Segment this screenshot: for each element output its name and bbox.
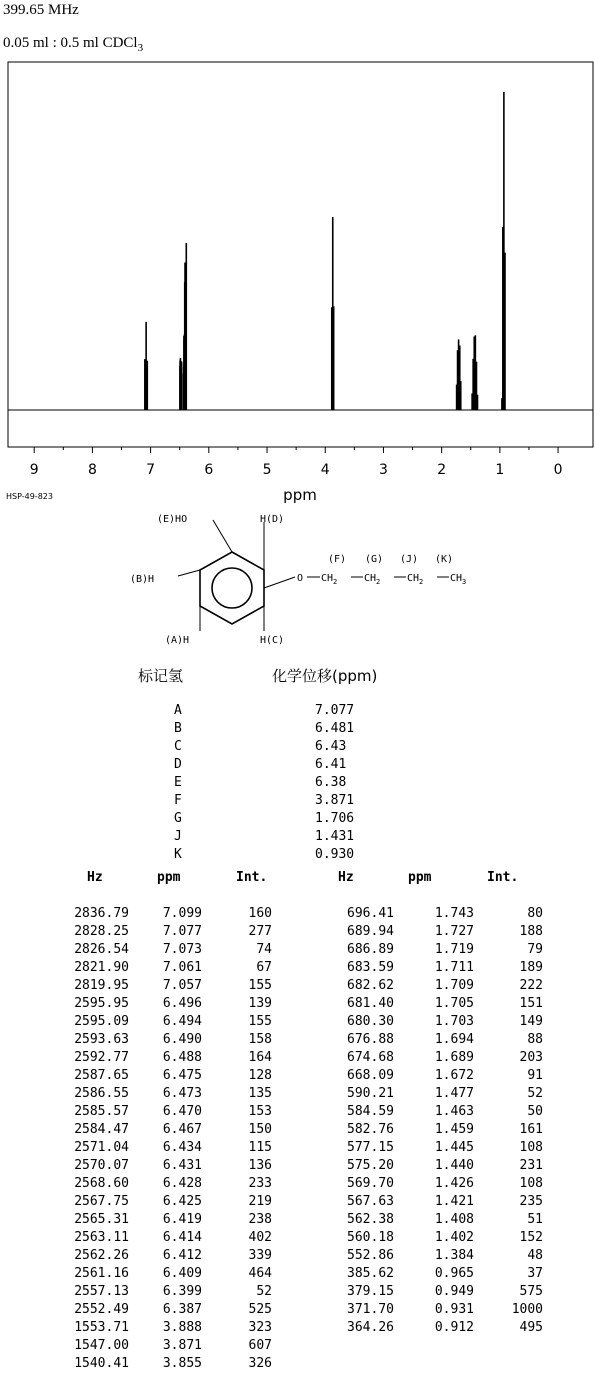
peak-ppm: 3.871 — [162, 1338, 202, 1353]
peak-int: 135 — [248, 1086, 272, 1101]
ch3-k-text: CH — [450, 573, 463, 584]
peak-hz: 2561.16 — [74, 1266, 129, 1281]
peak-hz: 2595.95 — [74, 996, 129, 1011]
assignment-shift: 6.43 — [315, 739, 347, 754]
peak-ppm: 1.719 — [434, 942, 474, 957]
peak-int: 52 — [527, 1086, 543, 1101]
assignment-label: C — [174, 739, 182, 754]
peak-int: 219 — [248, 1194, 272, 1209]
peak-ppm: 6.414 — [162, 1230, 202, 1245]
peak-int: 188 — [519, 924, 543, 939]
assignment-shift: 1.431 — [315, 829, 355, 844]
peak-hz: 683.59 — [347, 960, 394, 975]
peak-int: 51 — [527, 1212, 543, 1227]
peak-hz: 562.38 — [347, 1212, 394, 1227]
peak-ppm: 0.912 — [434, 1320, 474, 1335]
label-e: (E)HO — [157, 514, 188, 525]
peak-ppm: 1.705 — [434, 996, 474, 1011]
label-j: (J) — [400, 554, 419, 565]
peak-ppm: 6.419 — [162, 1212, 202, 1227]
peak-int: 339 — [248, 1248, 272, 1263]
peak-int: 52 — [256, 1284, 272, 1299]
ch2-j-text: CH — [407, 573, 420, 584]
peak-hz: 2592.77 — [74, 1050, 129, 1065]
peak-hz: 2563.11 — [74, 1230, 129, 1245]
peak-int: 160 — [248, 906, 272, 921]
peak-hz: 2587.65 — [74, 1068, 129, 1083]
x-axis-tick-label: 5 — [262, 462, 272, 478]
sample-prefix: 0.05 ml : 0.5 ml CDCl — [3, 35, 138, 51]
peak-ppm: 6.490 — [162, 1032, 202, 1047]
peak-hz: 2567.75 — [74, 1194, 129, 1209]
label-f: (F) — [328, 554, 347, 565]
peak-int: 152 — [519, 1230, 543, 1245]
peak-int: 464 — [248, 1266, 272, 1281]
peak-int: 495 — [519, 1320, 543, 1335]
assignment-shift: 3.871 — [315, 793, 355, 808]
peak-hz: 2562.26 — [74, 1248, 129, 1263]
peak-hz: 680.30 — [347, 1014, 394, 1029]
peak-int: 149 — [519, 1014, 543, 1029]
label-k: (K) — [435, 554, 454, 565]
peak-int: 74 — [256, 942, 272, 957]
peak-ppm: 6.496 — [162, 996, 202, 1011]
ch2-j-sub: 2 — [419, 578, 424, 586]
x-axis-tick-label: 0 — [553, 462, 563, 478]
peak-hz: 577.15 — [347, 1140, 394, 1155]
peak-hz: 674.68 — [347, 1050, 394, 1065]
peak-int: 150 — [248, 1122, 272, 1137]
x-axis-tick-label: 9 — [29, 462, 39, 478]
peak-header-int-left: Int. — [236, 870, 268, 885]
group-ch2-g — [364, 573, 380, 586]
peak-int: 50 — [527, 1104, 543, 1119]
peak-hz: 552.86 — [347, 1248, 394, 1263]
peak-int: 155 — [248, 978, 272, 993]
assignment-label: G — [174, 811, 182, 826]
peak-ppm: 6.412 — [162, 1248, 202, 1263]
peak-int: 158 — [248, 1032, 272, 1047]
bond-hb — [178, 570, 200, 576]
peak-int: 128 — [248, 1068, 272, 1083]
group-ch3-k — [450, 573, 466, 586]
spectrometer-frequency: 399.65 MHz — [3, 2, 79, 18]
peak-hz: 560.18 — [347, 1230, 394, 1245]
peak-hz: 575.20 — [347, 1158, 394, 1173]
ch3-k-sub: 3 — [462, 578, 467, 586]
peak-header-hz-right: Hz — [338, 870, 354, 885]
ch2-f-sub: 2 — [333, 578, 338, 586]
peak-ppm: 1.421 — [434, 1194, 474, 1209]
peak-int: 402 — [248, 1230, 272, 1245]
assignment-header-shift: 化学位移(ppm) — [272, 667, 378, 685]
label-d: H(D) — [260, 514, 285, 525]
label-b: (B)H — [130, 574, 155, 585]
peak-ppm: 1.689 — [434, 1050, 474, 1065]
peak-ppm: 3.888 — [162, 1320, 202, 1335]
peak-int: 155 — [248, 1014, 272, 1029]
peak-ppm: 6.409 — [162, 1266, 202, 1281]
x-axis-tick-label: 8 — [87, 462, 97, 478]
peak-int: 233 — [248, 1176, 272, 1191]
peak-hz: 379.15 — [347, 1284, 394, 1299]
x-axis-tick-label: 6 — [204, 462, 214, 478]
ch2-f-text: CH — [321, 573, 334, 584]
peak-ppm: 1.477 — [434, 1086, 474, 1101]
peak-int: 203 — [519, 1050, 543, 1065]
peak-hz: 2828.25 — [74, 924, 129, 939]
peak-int: 323 — [248, 1320, 272, 1335]
peak-hz: 681.40 — [347, 996, 394, 1011]
peak-int: 139 — [248, 996, 272, 1011]
peak-hz: 2570.07 — [74, 1158, 129, 1173]
label-c: H(C) — [260, 635, 285, 646]
peak-ppm: 7.073 — [162, 942, 202, 957]
assignment-label: B — [174, 721, 182, 736]
assignment-label: F — [174, 793, 182, 808]
peak-hz: 668.09 — [347, 1068, 394, 1083]
peak-int: 67 — [256, 960, 272, 975]
assignment-shift: 0.930 — [315, 847, 355, 862]
ring-aromatic-circle — [212, 568, 252, 608]
peak-int: 108 — [519, 1176, 543, 1191]
peak-ppm: 6.494 — [162, 1014, 202, 1029]
peak-hz: 385.62 — [347, 1266, 394, 1281]
assignment-label: J — [174, 829, 182, 844]
peak-hz: 1540.41 — [74, 1356, 129, 1371]
peak-hz: 582.76 — [347, 1122, 394, 1137]
ring-hexagon — [200, 552, 264, 624]
peak-int: 575 — [519, 1284, 543, 1299]
peak-ppm: 1.402 — [434, 1230, 474, 1245]
x-axis-tick-label: 3 — [378, 462, 388, 478]
group-ch2-f — [321, 573, 337, 586]
peak-int: 80 — [527, 906, 543, 921]
assignment-label: E — [174, 775, 182, 790]
peak-ppm: 6.475 — [162, 1068, 202, 1083]
assignment-shift: 6.481 — [315, 721, 355, 736]
peak-ppm: 7.099 — [162, 906, 202, 921]
assignment-label: K — [174, 847, 182, 862]
assignment-shift: 6.38 — [315, 775, 347, 790]
peak-int: 136 — [248, 1158, 272, 1173]
peak-int: 238 — [248, 1212, 272, 1227]
peak-ppm: 6.431 — [162, 1158, 202, 1173]
x-axis-tick-label: 2 — [437, 462, 447, 478]
bond-o — [264, 577, 295, 588]
peak-ppm: 7.057 — [162, 978, 202, 993]
peak-hz: 2557.13 — [74, 1284, 129, 1299]
peak-header-hz-left: Hz — [87, 870, 103, 885]
peak-int: 79 — [527, 942, 543, 957]
peak-int: 607 — [248, 1338, 272, 1353]
peak-ppm: 1.694 — [434, 1032, 474, 1047]
peak-ppm: 1.709 — [434, 978, 474, 993]
peak-ppm: 1.426 — [434, 1176, 474, 1191]
peak-ppm: 6.425 — [162, 1194, 202, 1209]
peak-hz: 567.63 — [347, 1194, 394, 1209]
peak-int: 277 — [248, 924, 272, 939]
peak-ppm: 7.077 — [162, 924, 202, 939]
peak-header-ppm-left: ppm — [157, 870, 181, 885]
x-axis-ticks — [30, 447, 563, 478]
peak-ppm: 6.467 — [162, 1122, 202, 1137]
peak-int: 189 — [519, 960, 543, 975]
x-axis-tick-label: 1 — [495, 462, 505, 478]
peak-int: 235 — [519, 1194, 543, 1209]
peak-ppm: 1.727 — [434, 924, 474, 939]
peak-hz: 569.70 — [347, 1176, 394, 1191]
peak-hz: 2568.60 — [74, 1176, 129, 1191]
peak-hz: 2595.09 — [74, 1014, 129, 1029]
peak-ppm: 1.463 — [434, 1104, 474, 1119]
peak-int: 161 — [519, 1122, 543, 1137]
peak-int: 108 — [519, 1140, 543, 1155]
peak-int: 37 — [527, 1266, 543, 1281]
assignment-header-label: 标记氢 — [138, 667, 184, 685]
peak-ppm: 1.459 — [434, 1122, 474, 1137]
peak-hz: 2821.90 — [74, 960, 129, 975]
peak-hz: 2586.55 — [74, 1086, 129, 1101]
peak-ppm: 0.949 — [434, 1284, 474, 1299]
peak-ppm: 1.703 — [434, 1014, 474, 1029]
peak-hz: 1547.00 — [74, 1338, 129, 1353]
peak-hz: 686.89 — [347, 942, 394, 957]
atom-o: O — [297, 573, 304, 584]
peak-int: 91 — [527, 1068, 543, 1083]
peak-hz: 689.94 — [347, 924, 394, 939]
ch2-g-sub: 2 — [376, 578, 381, 586]
peak-int: 153 — [248, 1104, 272, 1119]
peak-hz: 696.41 — [347, 906, 394, 921]
ch2-g-text: CH — [364, 573, 377, 584]
peak-ppm: 6.488 — [162, 1050, 202, 1065]
peak-int: 525 — [248, 1302, 272, 1317]
assignment-label: D — [174, 757, 182, 772]
benzene-ring — [200, 552, 264, 624]
peak-int: 115 — [248, 1140, 272, 1155]
peak-hz: 2571.04 — [74, 1140, 129, 1155]
peak-ppm: 6.470 — [162, 1104, 202, 1119]
peak-hz: 2565.31 — [74, 1212, 129, 1227]
peak-hz: 584.59 — [347, 1104, 394, 1119]
peak-int: 326 — [248, 1356, 272, 1371]
label-a: (A)H — [165, 635, 190, 646]
group-ch2-j — [407, 573, 423, 586]
peak-hz: 364.26 — [347, 1320, 394, 1335]
peak-ppm: 1.743 — [434, 906, 474, 921]
peak-int: 88 — [527, 1032, 543, 1047]
peak-ppm: 1.408 — [434, 1212, 474, 1227]
peak-ppm: 6.387 — [162, 1302, 202, 1317]
peak-hz: 2585.57 — [74, 1104, 129, 1119]
assignment-shift: 7.077 — [315, 703, 355, 718]
assignment-shift: 1.706 — [315, 811, 355, 826]
peak-ppm: 0.965 — [434, 1266, 474, 1281]
assignment-shift: 6.41 — [315, 757, 347, 772]
peak-hz: 371.70 — [347, 1302, 394, 1317]
peak-ppm: 1.672 — [434, 1068, 474, 1083]
peak-header-ppm-right: ppm — [408, 870, 432, 885]
peak-ppm: 1.711 — [434, 960, 474, 975]
peak-ppm: 1.440 — [434, 1158, 474, 1173]
peak-ppm: 1.445 — [434, 1140, 474, 1155]
peak-hz: 2819.95 — [74, 978, 129, 993]
peak-ppm: 7.061 — [162, 960, 202, 975]
chemical-structure — [120, 505, 480, 650]
sample-subscript: 3 — [137, 42, 144, 54]
x-axis-tick-label: 4 — [320, 462, 330, 478]
peak-hz: 1553.71 — [74, 1320, 129, 1335]
x-axis-label: ppm — [283, 486, 317, 504]
peak-header-int-right: Int. — [487, 870, 519, 885]
peak-hz: 2552.49 — [74, 1302, 129, 1317]
peak-int: 164 — [248, 1050, 272, 1065]
peak-hz: 682.62 — [347, 978, 394, 993]
nmr-spectrum-chart — [0, 0, 595, 505]
peak-int: 231 — [519, 1158, 543, 1173]
peak-int: 1000 — [511, 1302, 543, 1317]
peak-hz: 2836.79 — [74, 906, 129, 921]
spectrum-code: HSP-49-823 — [6, 492, 53, 501]
peak-hz: 2584.47 — [74, 1122, 129, 1137]
peak-int: 48 — [527, 1248, 543, 1263]
peak-hz: 676.88 — [347, 1032, 394, 1047]
peak-int: 151 — [519, 996, 543, 1011]
peak-int: 222 — [519, 978, 543, 993]
peak-ppm: 3.855 — [162, 1356, 202, 1371]
label-g: (G) — [365, 554, 384, 565]
peak-ppm: 6.399 — [162, 1284, 202, 1299]
peak-hz: 2593.63 — [74, 1032, 129, 1047]
peak-ppm: 6.473 — [162, 1086, 202, 1101]
peak-hz: 2826.54 — [74, 942, 129, 957]
assignment-label: A — [174, 703, 182, 718]
bond-oh — [213, 520, 232, 552]
peak-hz: 590.21 — [347, 1086, 394, 1101]
peak-ppm: 1.384 — [434, 1248, 474, 1263]
peak-ppm: 6.428 — [162, 1176, 202, 1191]
x-axis-tick-label: 7 — [146, 462, 156, 478]
peak-ppm: 6.434 — [162, 1140, 202, 1155]
peak-ppm: 0.931 — [434, 1302, 474, 1317]
